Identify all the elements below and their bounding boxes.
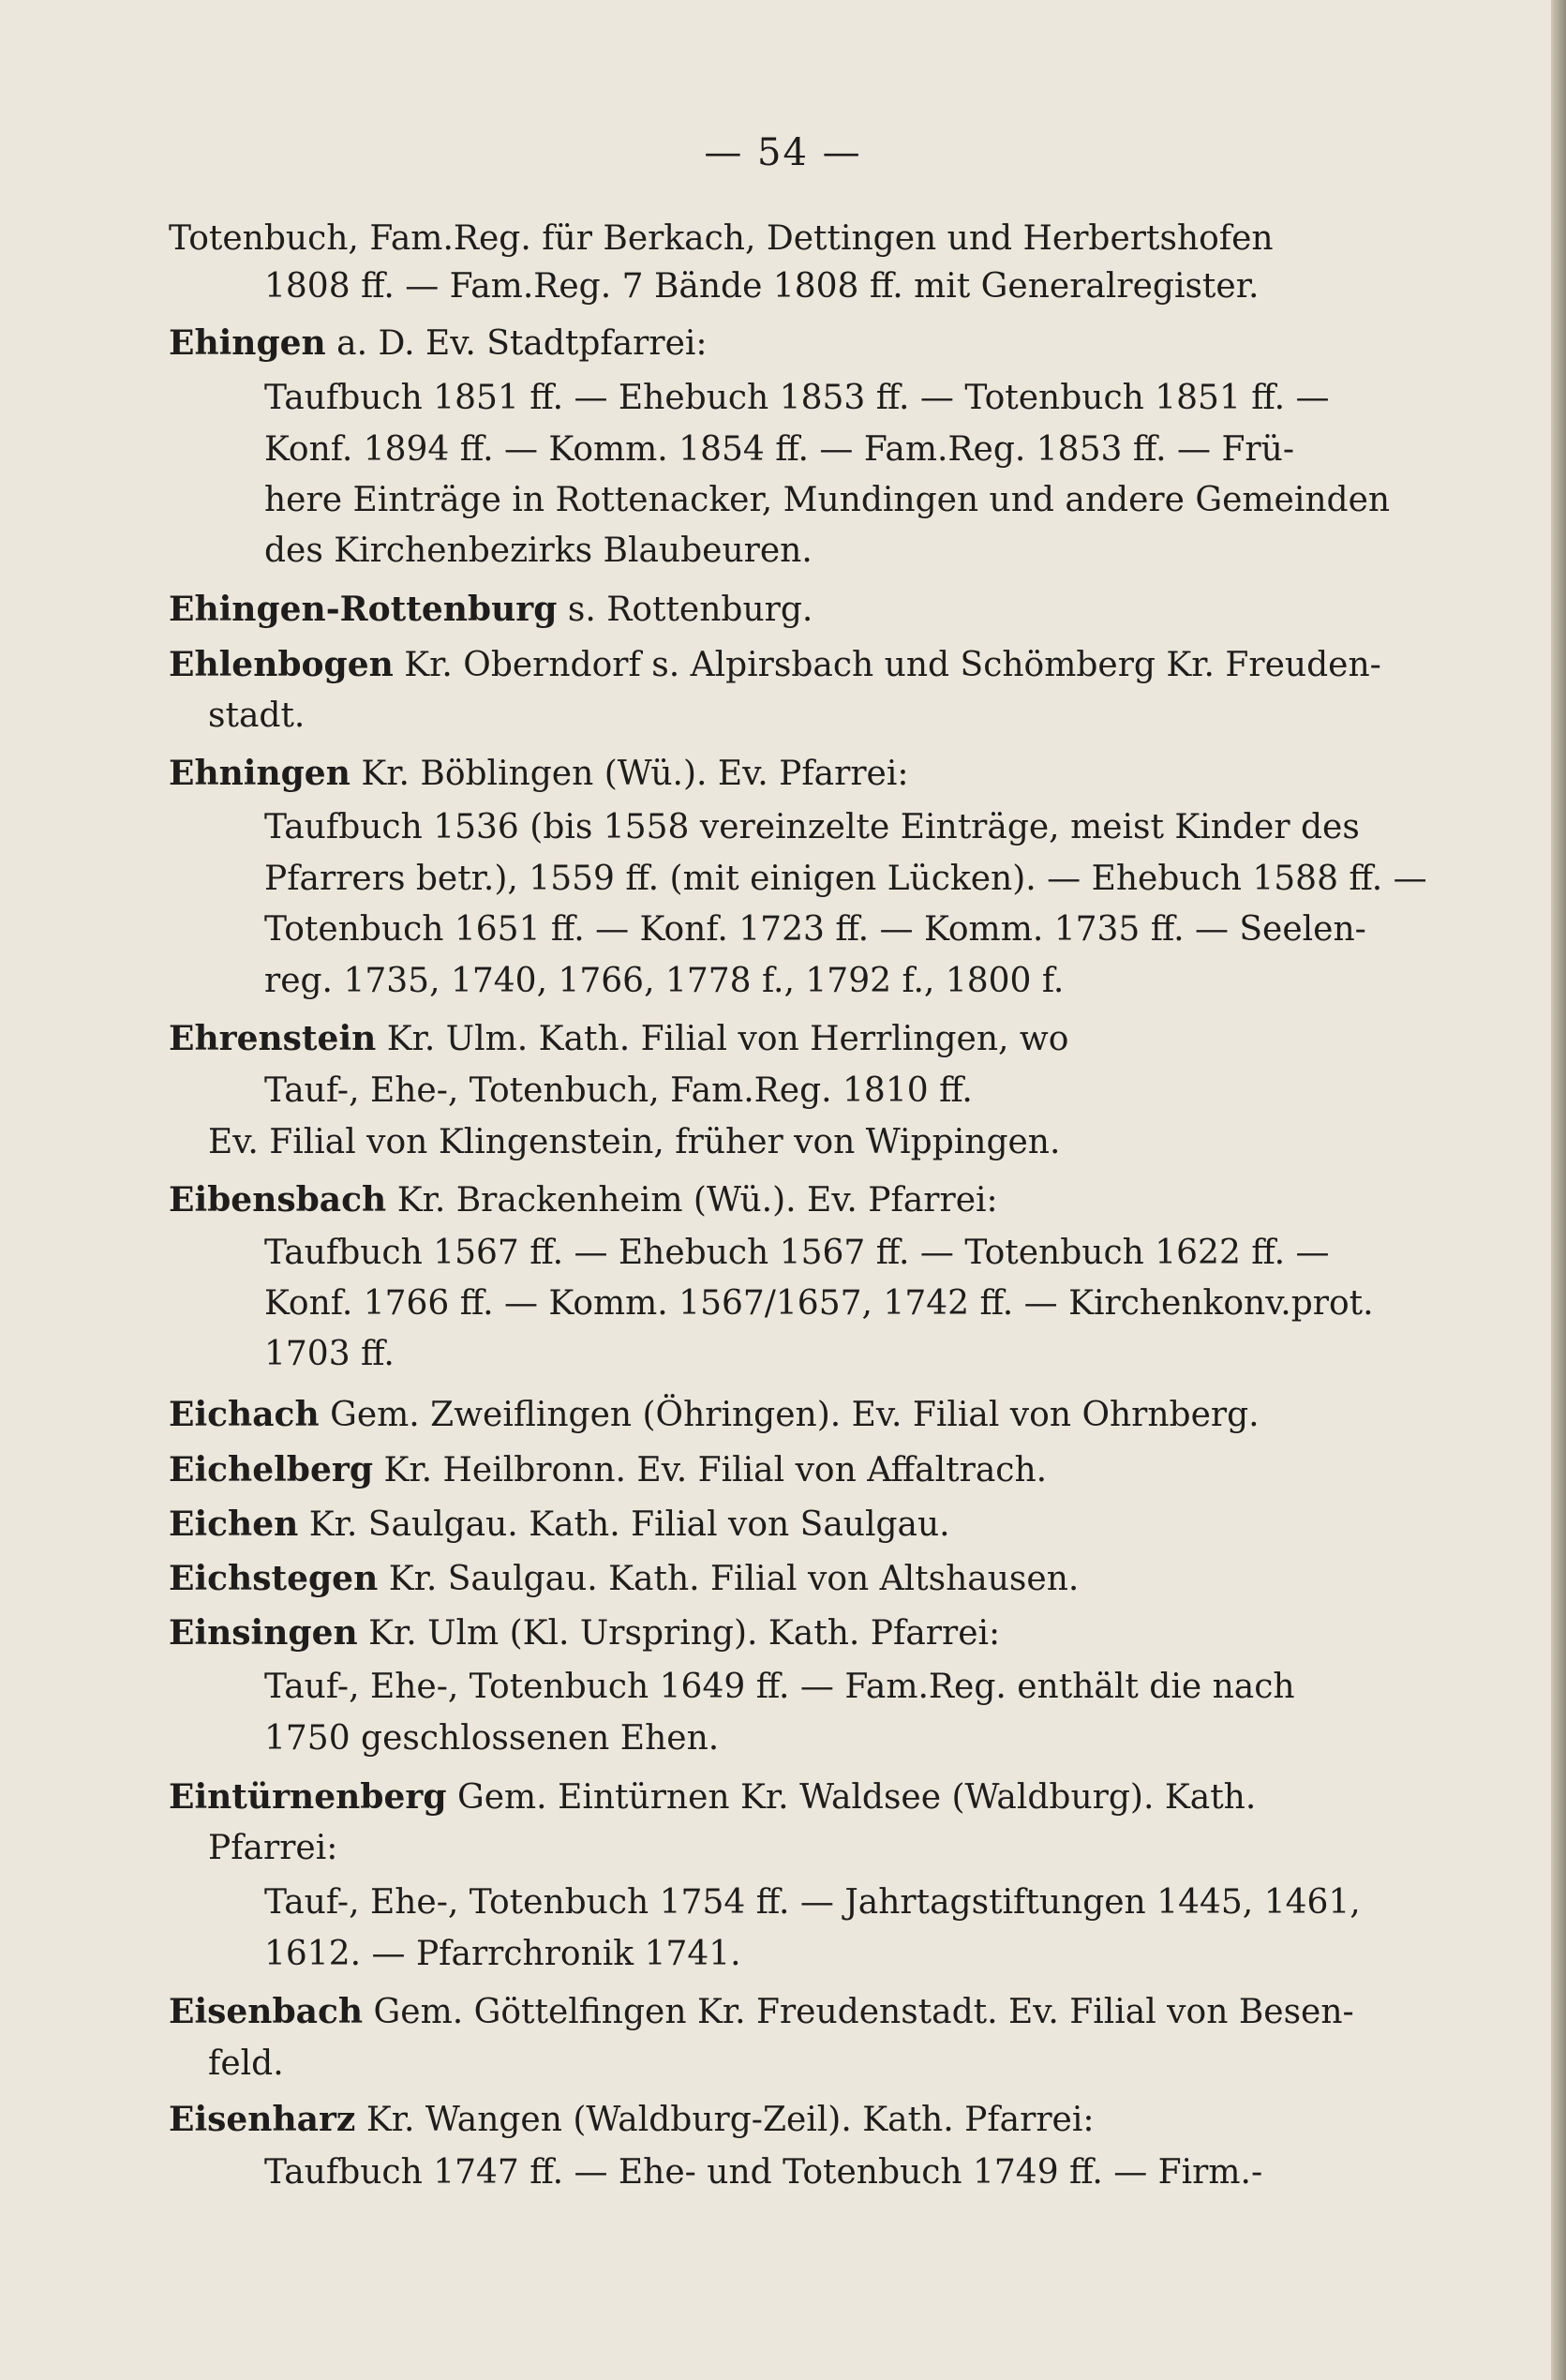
entry-headword: Eisenbach [169,1992,364,2031]
entry-line: Tauf-, Ehe-, Totenbuch 1754 ff. — Jahrtagstiftungen 1445, 1461, [264,1883,1361,1922]
entry-text: Kr. Heilbronn. Ev. Filial von Affaltrach. [383,1451,1048,1489]
entry-text: Gem. Göttelfingen Kr. Freudenstadt. Ev. Filial von Besen- [373,1993,1354,2031]
entry-line: des Kirchenbezirks Blaubeuren. [264,531,813,570]
page-edge-shadow [1551,0,1566,2380]
entry-line: 1612. — Pfarrchronik 1741. [264,1935,741,1973]
entry-eisenbach [169,1988,1424,2036]
entry-headword: Eichen [169,1504,299,1544]
entry-headword: Eichach [169,1395,320,1434]
entry-ehingen [169,320,1424,367]
entry-continuation: Pfarrei: [208,1829,338,1867]
entry-headword: Eichstegen [169,1559,379,1598]
entry-line: Konf. 1766 ff. — Komm. 1567/1657, 1742 ff. — Kirchenkonv.prot. [264,1284,1374,1323]
entry-line: Totenbuch 1651 ff. — Konf. 1723 ff. — Komm. 1735 ff. — Seelen- [264,910,1366,949]
entry-headword: Eichelberg [169,1450,374,1489]
entry-ehrenstein [169,1015,1424,1063]
entry-line: here Einträge in Rottenacker, Mundingen und andere Gemeinden [264,481,1391,519]
entry-line: 1750 geschlossenen Ehen. [264,1719,720,1758]
entry-text: Gem. Eintürnen Kr. Waldsee (Waldburg). Kath. [456,1778,1257,1817]
entry-line: Pfarrers betr.), 1559 ff. (mit einigen Lücken). — Ehebuch 1588 ff. — [264,860,1427,898]
entry-eichach [169,1391,1424,1439]
entry-headword: Eisenharz [169,2100,356,2139]
entry-line: Taufbuch 1851 ff. — Ehebuch 1853 ff. — Totenbuch 1851 ff. — [264,379,1330,417]
entry-headword: Einsingen [169,1613,358,1653]
entry-continuation: feld. [208,2044,284,2083]
entry-continuation: stadt. [208,696,306,735]
entry-ehningen [169,750,1424,798]
entry-headword: Eintürnenberg [169,1777,447,1817]
entry-ehlenbogen [169,641,1424,689]
entry-headword: Ehingen-Rottenburg [169,590,558,629]
entry-text: s. Rottenburg. [567,591,813,629]
entry-eibensbach [169,1176,1424,1224]
entry-headword: Ehingen [169,323,326,363]
entry-line: Taufbuch 1747 ff. — Ehe- und Totenbuch 1749 ff. — Firm.- [264,2153,1263,2192]
entry-line: Tauf-, Ehe-, Totenbuch, Fam.Reg. 1810 ff. [264,1071,973,1110]
entry-text: Kr. Saulgau. Kath. Filial von Altshausen. [388,1560,1080,1598]
entry-eisenharz [169,2096,1424,2144]
entry-eichelberg [169,1446,1424,1494]
entry-ehingen-rottenburg [169,586,1424,634]
entry-text: Kr. Oberndorf s. Alpirsbach und Schömberg Kr. Freuden- [404,646,1381,684]
entry-line: 1703 ff. [264,1335,395,1373]
entry-line: Ev. Filial von Klingenstein, früher von Wippingen. [208,1123,1061,1161]
page-number: — 54 — [704,131,862,174]
entry-line: Taufbuch 1536 (bis 1558 vereinzelte Einträge, meist Kinder des [264,808,1360,846]
entry-line: Tauf-, Ehe-, Totenbuch 1649 ff. — Fam.Reg. enthält die nach [264,1668,1295,1706]
entry-eichen [169,1501,1424,1549]
entry-headword: Ehrenstein [169,1019,377,1058]
entry-continuation-line: Totenbuch, Fam.Reg. für Berkach, Dettingen und Herbertshofen [169,219,1274,258]
entry-text: Kr. Brackenheim (Wü.). Ev. Pfarrei: [396,1181,998,1220]
entry-text: Kr. Ulm. Kath. Filial von Herrlingen, wo [386,1020,1069,1058]
entry-headword: Ehningen [169,754,350,793]
entry-continuation-line: 1808 ff. — Fam.Reg. 7 Bände 1808 ff. mit Generalregister. [264,267,1260,306]
entry-headword: Eibensbach [169,1180,387,1220]
entry-einsingen [169,1609,1424,1657]
entry-headword: Ehlenbogen [169,645,394,684]
entry-text: Kr. Saulgau. Kath. Filial von Saulgau. [308,1505,950,1544]
entry-line: reg. 1735, 1740, 1766, 1778 f., 1792 f., 1800 f. [264,962,1065,1000]
entry-text: Kr. Ulm (Kl. Urspring). Kath. Pfarrei: [368,1614,1001,1653]
entry-text: a. D. Ev. Stadtpfarrei: [336,324,708,363]
entry-line: Konf. 1894 ff. — Komm. 1854 ff. — Fam.Reg. 1853 ff. — Frü- [264,430,1294,469]
entry-eichstegen [169,1555,1424,1603]
entry-line: Taufbuch 1567 ff. — Ehebuch 1567 ff. — Totenbuch 1622 ff. — [264,1234,1330,1272]
entry-text: Kr. Wangen (Waldburg-Zeil). Kath. Pfarrei: [365,2101,1095,2139]
entry-text: Gem. Zweiflingen (Öhringen). Ev. Filial von Ohrnberg. [330,1396,1260,1434]
entry-text: Kr. Böblingen (Wü.). Ev. Pfarrei: [361,755,909,793]
entry-eintuernenberg [169,1774,1424,1821]
